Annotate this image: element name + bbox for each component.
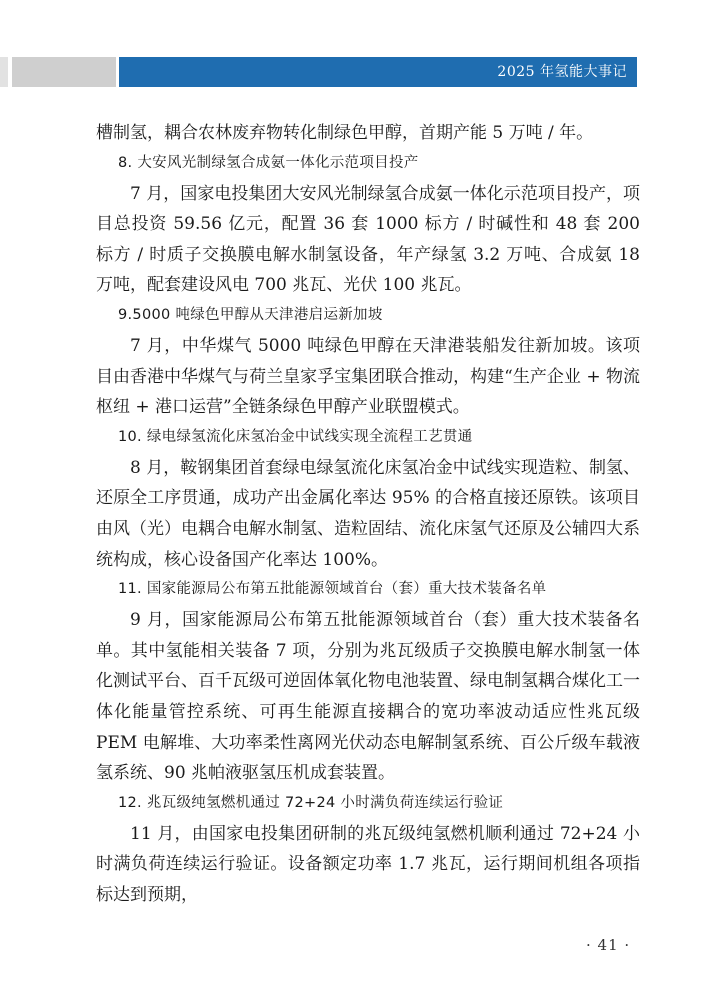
page-number: · 41 ·	[586, 936, 631, 954]
page-header	[0, 57, 637, 87]
running-header-title: 2025 年氢能大事记	[497, 64, 627, 80]
header-gray-block	[12, 57, 116, 87]
page-body	[96, 118, 640, 910]
paragraph-12: 11 月，由国家电投集团研制的兆瓦级纯氢燃机顺利通过 72+24 小时满负荷连续运行验证。设备额定功率 1.7 兆瓦，运行期间机组各项指标达到预期，	[96, 823, 640, 905]
paragraph-11: 9 月，国家能源局公布第五批能源领域首台（套）重大技术装备名单。其中氢能相关装备 7 项，分别为兆瓦级质子交换膜电解水制氢一体化测试平台、百千瓦级可逆固体氧化物电池装置、绿电制氢耦合煤化工一体化能量管控系统、可再生能源直接耦合的宽功率波动适应性兆瓦级 PEM 电解堆、大功率柔性离网光伏动态电解制氢系统、百公斤级车载液氢系统、90 兆帕液驱氢压机成套装置。	[96, 610, 640, 784]
paragraph-8: 7 月，国家电投集团大安风光制绿氢合成氨一体化示范项目投产，项目总投资 59.56 亿元，配置 36 套 1000 标方 / 时碱性和 48 套 200 标方 / 时质子交换膜电解水制氢设备，年产绿氢 3.2 万吨、合成氨 18 万吨，配套建设风电 700 兆瓦、光伏 100 兆瓦。	[96, 183, 640, 296]
section-heading-12: 12. 兆瓦级纯氢燃机通过 72+24 小时满负荷连续运行验证	[118, 794, 504, 811]
section-heading-8: 8. 大安风光制绿氢合成氨一体化示范项目投产	[118, 154, 419, 171]
header-gray-edge	[0, 57, 8, 87]
section-heading-11: 11. 国家能源局公布第五批能源领域首台（套）重大技术装备名单	[118, 581, 547, 598]
paragraph-9: 7 月，中华煤气 5000 吨绿色甲醇在天津港装船发往新加坡。该项目由香港中华煤气与荷兰皇家孚宝集团联合推动，构建“生产企业 + 物流枢纽 + 港口运营”全链条绿色甲醇产业联盟模式。	[96, 335, 640, 418]
paragraph-10: 8 月，鞍钢集团首套绿电绿氢流化床氢冶金中试线实现造粒、制氢、还原全工序贯通，成功产出金属化率达 95% 的合格直接还原铁。该项目由风（光）电耦合电解水制氢、造粒固结、流化床氢气还原及公辅四大系统构成，核心设备国产化率达 100%。	[96, 457, 640, 570]
section-heading-10: 10. 绿电绿氢流化床氢冶金中试线实现全流程工艺贯通	[118, 428, 473, 445]
header-blue-bar	[119, 57, 637, 87]
section-heading-9: 9.5000 吨绿色甲醇从天津港启运新加坡	[118, 306, 383, 323]
paragraph-continuation: 槽制氢，耦合农林废弃物转化制绿色甲醇，首期产能 5 万吨 / 年。	[96, 123, 594, 143]
